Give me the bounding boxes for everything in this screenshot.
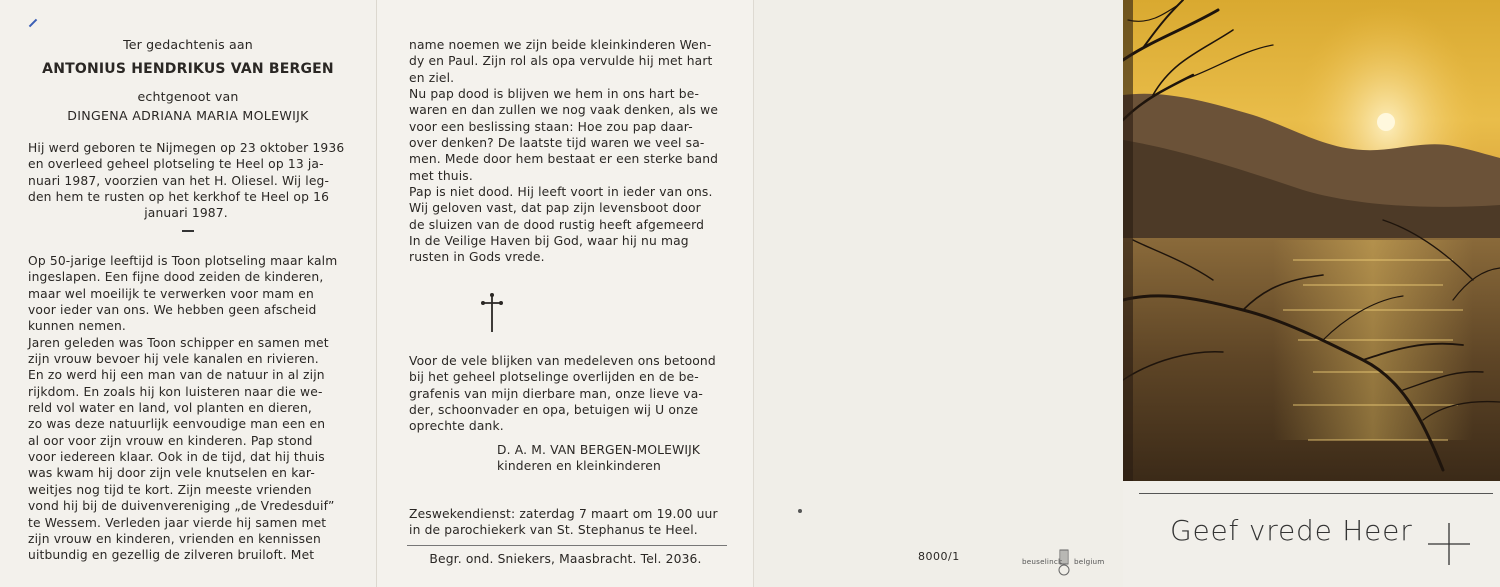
text-line: Voor de vele blijken van medeleven ons betoond — [409, 354, 716, 368]
card-panel-left — [0, 0, 376, 587]
text-line: vond hij bij de duivenvereniging „de Vredesduif” — [28, 499, 335, 514]
text-line: januari 1987. — [144, 206, 228, 221]
continuation-paragraph — [409, 37, 725, 266]
spouse-name: DINGENA ADRIANA MARIA MOLEWIJK — [67, 108, 309, 123]
text-line: In de Veilige Haven bij God, waar hij nu mag — [409, 234, 689, 249]
tribute-paragraph — [28, 253, 344, 564]
text-line: En zo werd hij een man van de natuur in al zijn — [28, 368, 325, 383]
deceased-name: ANTONIUS HENDRIKUS VAN BERGEN — [42, 61, 334, 77]
pen-mark — [29, 19, 37, 27]
text-line: zijn vrouw en kinderen, vrienden en kennissen — [28, 531, 321, 546]
text-line: voor ieder van ons. We hebben geen afscheid — [28, 303, 317, 318]
text-line: Op 50-jarige leeftijd is Toon plotseling maar kalm — [28, 254, 338, 268]
sunset-lake-icon — [1123, 0, 1500, 481]
divider-rule — [407, 545, 727, 546]
cover-rule — [1139, 493, 1493, 494]
text-line: den hem te rusten op het kerkhof te Heel op 16 — [28, 190, 330, 205]
text-line: reld vol water en land, vol planten en dieren, — [28, 401, 312, 416]
text-line: zo was deze natuurlijk eenvoudige man een en — [28, 417, 326, 432]
cover-motto: Geef vrede Heer — [1170, 514, 1413, 547]
text-line: weitjes nog tijd te kort. Zijn meeste vrienden — [28, 482, 312, 497]
text-line: was kwam hij door zijn vele knutselen en kar- — [28, 466, 315, 481]
text-line: Wij geloven vast, dat pap zijn levensboot door — [409, 201, 701, 216]
text-line: Nu pap dood is blijven we hem in ons hart be- — [409, 87, 700, 102]
text-line: de sluizen van de dood rustig heeft afgemeerd — [409, 217, 705, 232]
spouse-label: echtgenoot van — [137, 89, 239, 104]
birth-paragraph — [28, 140, 344, 222]
text-line: Pap is niet dood. Hij leeft voort in ieder van ons. — [409, 185, 713, 200]
text-line: ingeslapen. Een fijne dood zeiden de kinderen, — [28, 270, 324, 285]
text-line: voor een beslissing staan: Hoe zou pap daar- — [409, 119, 693, 134]
publisher-logo — [1022, 548, 1105, 580]
text-line: zijn vrouw bevoer hij vele kanalen en rivieren. — [28, 352, 319, 367]
card-panel-cover — [1123, 0, 1500, 587]
text-line: men. Mede door hem bestaat er een sterke band — [409, 152, 719, 167]
service-paragraph — [409, 506, 725, 539]
text-line: en overleed geheel plotseling te Heel op 13 ja- — [28, 157, 324, 172]
text-line: over denken? De laatste tijd waren we veel sa- — [409, 136, 705, 151]
text-line: der, schoonvader en opa, betuigen wij U onze — [409, 403, 699, 418]
text-line: bij het geheel plotselinge overlijden en de be- — [409, 370, 699, 385]
cross-icon — [480, 292, 504, 334]
text-line: te Wessem. Verleden jaar vierde hij samen met — [28, 515, 327, 530]
text-line: name noemen we zijn beide kleinkinderen Wen- — [409, 38, 712, 52]
card-panel-blank — [753, 0, 1123, 587]
separator-dash — [182, 230, 194, 232]
sunset-photo — [1123, 0, 1500, 481]
cross-icon — [1428, 523, 1470, 565]
publisher-name-left: beuselinck — [1022, 557, 1063, 566]
text-line: rusten in Gods vrede. — [409, 250, 545, 265]
ink-dot — [798, 509, 802, 513]
intro-text: Ter gedachtenis aan — [123, 37, 253, 52]
text-line: in de parochiekerk van St. Stephanus te Heel. — [409, 523, 698, 538]
text-line: maar wel moeilijk te verwerken voor mam en — [28, 286, 314, 301]
undertaker-credit: Begr. ond. Sniekers, Maasbracht. Tel. 2036. — [429, 552, 702, 566]
text-line: uitbundig en gezellig de zilveren bruiloft. Met — [28, 548, 315, 563]
text-line: grafenis van mijn dierbare man, onze lieve va- — [409, 386, 703, 401]
text-line: al oor voor zijn vrouw en kinderen. Pap stond — [28, 433, 313, 448]
text-line: Hij werd geboren te Nijmegen op 23 oktober 1936 — [28, 141, 345, 155]
text-line: dy en Paul. Zijn rol als opa vervulde hij met hart — [409, 54, 713, 69]
signature-block — [497, 442, 700, 475]
publisher-name-right: belgium — [1074, 557, 1105, 566]
text-line: met thuis. — [409, 168, 473, 183]
publisher-emblem-icon — [1056, 548, 1072, 576]
card-panel-middle — [376, 0, 753, 587]
text-line: voor iedereen klaar. Ook in de tijd, dat hij thuis — [28, 450, 325, 465]
text-line: Zeswekendienst: zaterdag 7 maart om 19.00 uur — [409, 507, 718, 521]
text-line: en ziel. — [409, 70, 455, 85]
thanks-paragraph — [409, 353, 725, 435]
text-line: waren en dan zullen we nog vaak denken, als we — [409, 103, 719, 118]
text-line: nuari 1987, voorzien van het H. Oliesel. Wij leg- — [28, 173, 330, 188]
text-line: Jaren geleden was Toon schipper en samen met — [28, 335, 329, 350]
text-line: oprechte dank. — [409, 419, 504, 434]
signature-name: D. A. M. VAN BERGEN-MOLEWIJK — [497, 443, 701, 457]
text-line: rijkdom. En zoals hij kon luisteren naar die we- — [28, 384, 323, 399]
text-line: kunnen nemen. — [28, 319, 126, 334]
card-number: 8000/1 — [918, 550, 960, 563]
signature-family: kinderen en kleinkinderen — [497, 459, 661, 474]
